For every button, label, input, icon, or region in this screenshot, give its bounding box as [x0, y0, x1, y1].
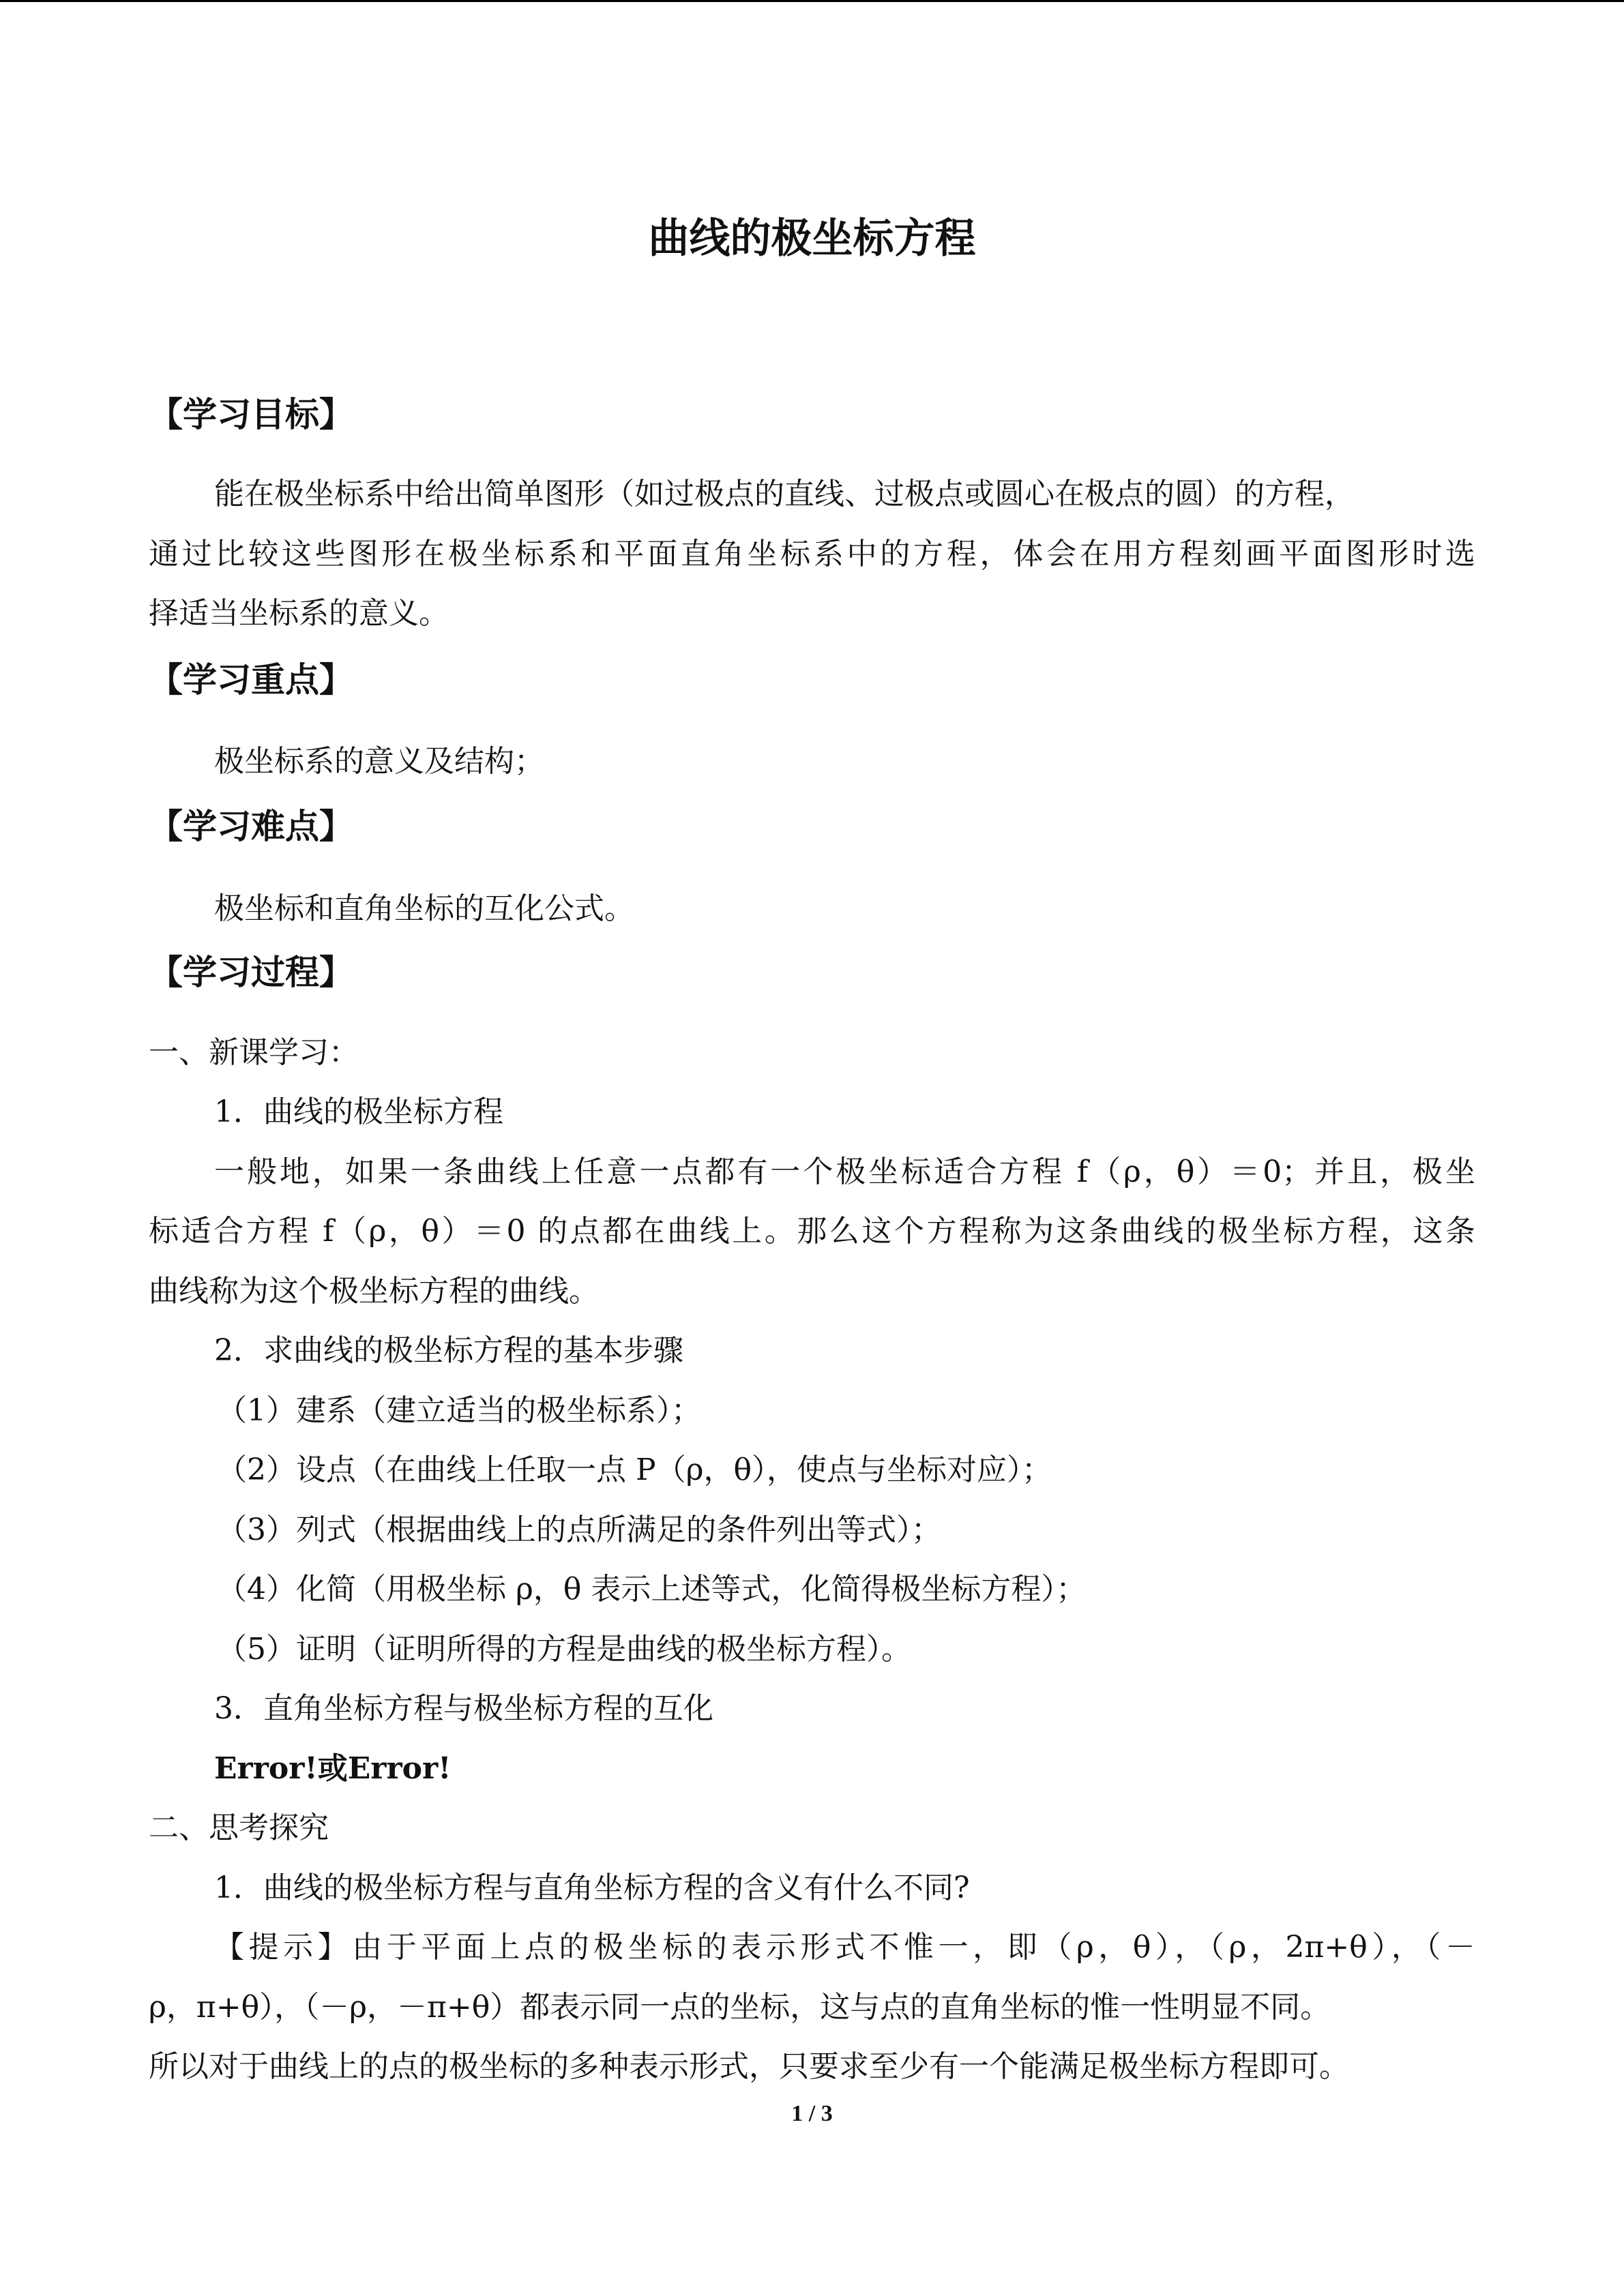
hint-line-2: ρ，π+θ），（－ρ，－π+θ）都表示同一点的坐标，这与点的直角坐标的惟一性明显不同。 — [149, 1990, 1331, 2025]
page-number: 1 / 3 — [791, 2101, 833, 2126]
heading-key-points: 【学习重点】 — [149, 660, 353, 700]
objectives-line-2: 通过比较这些图形在极坐标系和平面直角坐标系中的方程，体会在用方程刻画平面图形时选 — [149, 537, 1475, 571]
item1-line-3: 曲线称为这个极坐标方程的曲线。 — [149, 1274, 599, 1309]
heading-objectives: 【学习目标】 — [149, 395, 353, 434]
question-1: 1．曲线的极坐标方程与直角坐标方程的含义有什么不同? — [214, 1870, 970, 1905]
step-4: （4）化简（用极坐标 ρ，θ 表示上述等式，化简得极坐标方程）； — [217, 1572, 1087, 1607]
heading-difficulties: 【学习难点】 — [149, 807, 353, 846]
step-1: （1）建系（建立适当的极坐标系）； — [217, 1393, 701, 1428]
key-points-text: 极坐标系的意义及结构； — [214, 744, 544, 779]
item2-title: 2．求曲线的极坐标方程的基本步骤 — [214, 1333, 683, 1368]
item3-title: 3．直角坐标方程与极坐标方程的互化 — [214, 1691, 713, 1726]
part1-label: 一、新课学习： — [149, 1035, 359, 1070]
item1-title: 1．曲线的极坐标方程 — [214, 1094, 503, 1129]
step-2: （2）设点（在曲线上任取一点 P（ρ，θ），使点与坐标对应）； — [217, 1452, 1052, 1487]
heading-process: 【学习过程】 — [149, 953, 353, 992]
item1-line-2: 标适合方程 f（ρ，θ）＝0 的点都在曲线上。那么这个方程称为这条曲线的极坐标方程，这条 — [149, 1214, 1475, 1249]
top-border — [0, 0, 1624, 2]
step-5: （5）证明（证明所得的方程是曲线的极坐标方程）。 — [217, 1632, 911, 1667]
page-title: 曲线的极坐标方程 — [648, 215, 976, 263]
error-placeholder: Error!或Error! — [214, 1751, 452, 1786]
hint-line-1: 【提示】由于平面上点的极坐标的表示形式不惟一，即（ρ，θ），（ρ，2π+θ），（－ — [214, 1930, 1475, 1965]
objectives-line-1: 能在极坐标系中给出简单图形（如过极点的直线、过极点或圆心在极点的圆）的方程， — [214, 477, 1355, 511]
item1-line-1: 一般地，如果一条曲线上任意一点都有一个极坐标适合方程 f（ρ，θ）＝0；并且，极坐 — [214, 1154, 1475, 1189]
step-3: （3）列式（根据曲线上的点所满足的条件列出等式）； — [217, 1512, 941, 1547]
part2-label: 二、思考探究 — [149, 1810, 329, 1845]
hint-line-3: 所以对于曲线上的点的极坐标的多种表示形式，只要求至少有一个能满足极坐标方程即可。 — [149, 2049, 1349, 2084]
objectives-line-3: 择适当坐标系的意义。 — [149, 596, 449, 631]
difficulties-text: 极坐标和直角坐标的互化公式。 — [214, 891, 634, 926]
